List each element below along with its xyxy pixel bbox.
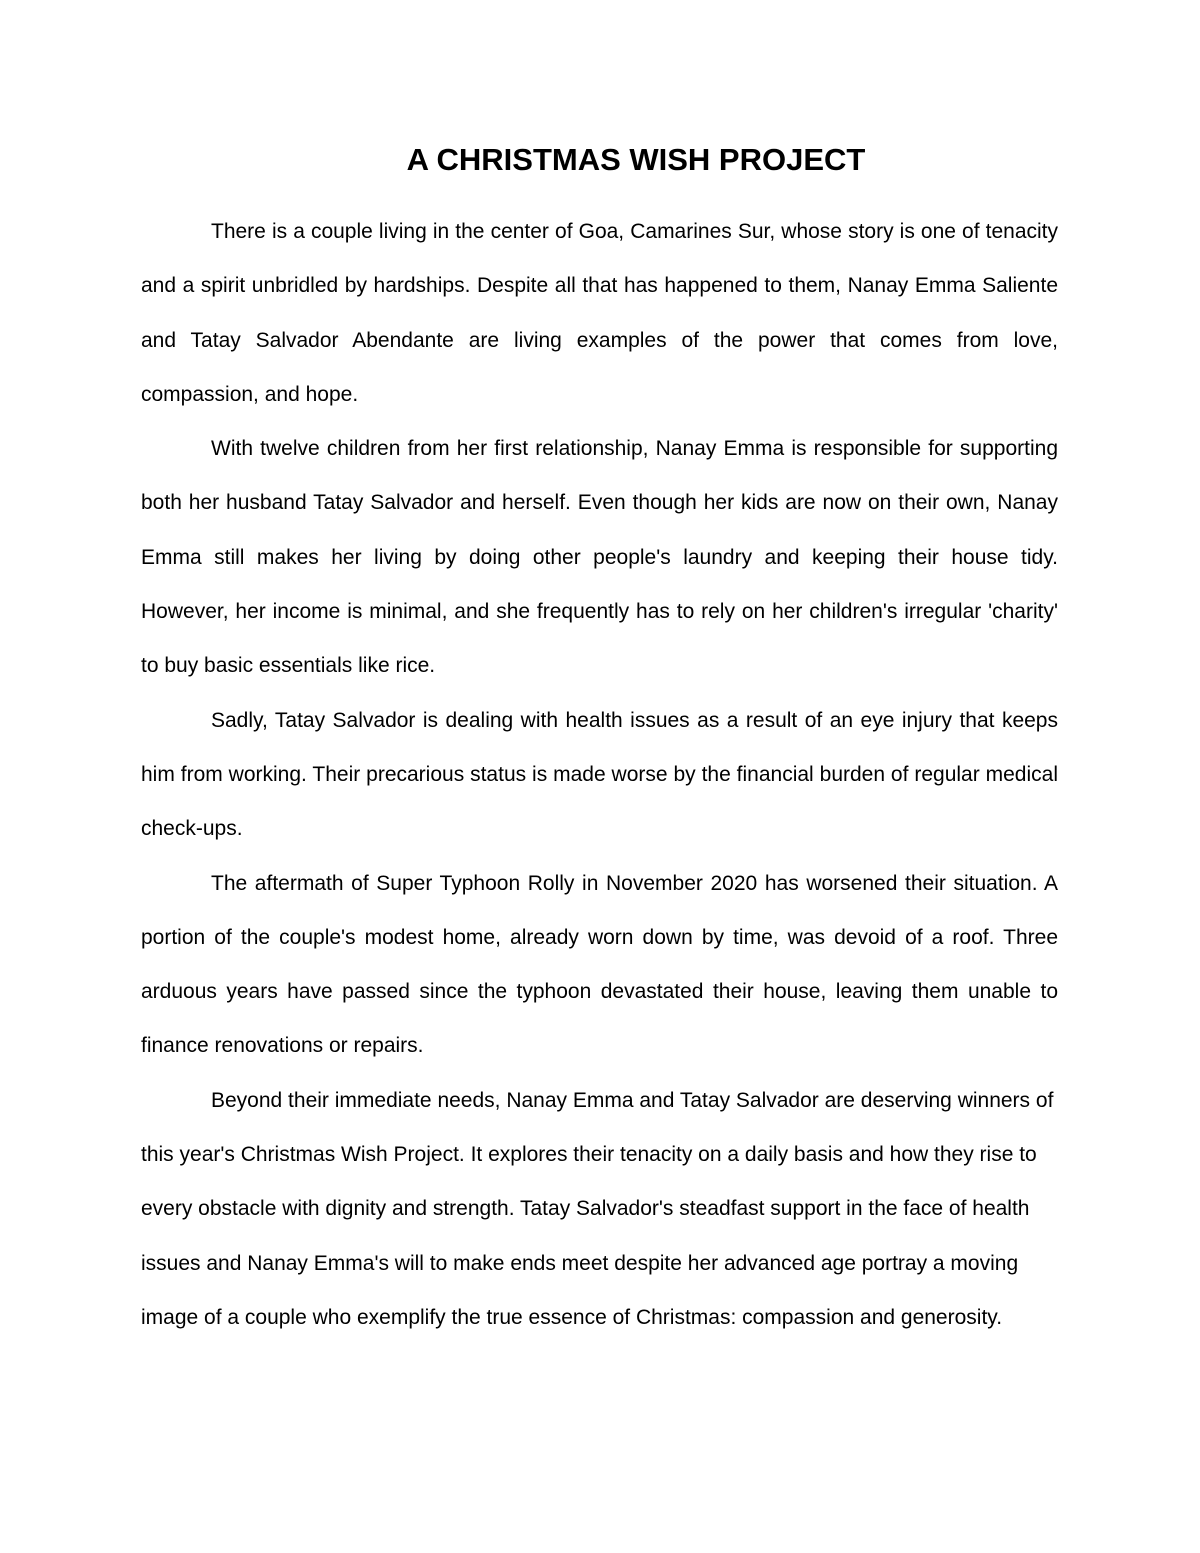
paragraph-3: Sadly, Tatay Salvador is dealing with health issues as a result of an eye injury that keeps him from working. Their precarious status is made worse by the financial burden of regular medical check-ups. (141, 708, 1058, 841)
document-body (141, 205, 1058, 1345)
paragraph-4: The aftermath of Super Typhoon Rolly in November 2020 has worsened their situation. A portion of the couple's modest home, already worn down by time, was devoid of a roof. Three arduous years have passed since the typhoon devastated their house, leaving them unable to finance renovations or repairs. (141, 871, 1058, 1058)
document-title: A CHRISTMAS WISH PROJECT (406, 142, 866, 177)
paragraph-1: There is a couple living in the center of Goa, Camarines Sur, whose story is one of tenacity and a spirit unbridled by hardships. Despite all that has happened to them, Nanay Emma Saliente and Tatay Salvador Abendante are living examples of the power that comes from love, compassion, and hope. (141, 220, 1058, 406)
paragraph-2: With twelve children from her first relationship, Nanay Emma is responsible for supporting both her husband Tatay Salvador and herself. Even though her kids are now on their own, Nanay Emma still makes her living by doing other people's laundry and keeping their house tidy. However, her income is minimal, and she frequently has to rely on her children's irregular 'charity' to buy basic essentials like rice. (141, 437, 1058, 678)
paragraph-5: Beyond their immediate needs, Nanay Emma and Tatay Salvador are deserving winners of this year's Christmas Wish Project. It explores their tenacity on a daily basis and how they rise to every obstacle with dignity and strength. Tatay Salvador's steadfast support in the face of health issues and Nanay Emma's will to make ends meet despite her advanced age portray a moving image of a couple who exemplify the true essence of Christmas: compassion and generosity. (141, 1088, 1054, 1329)
